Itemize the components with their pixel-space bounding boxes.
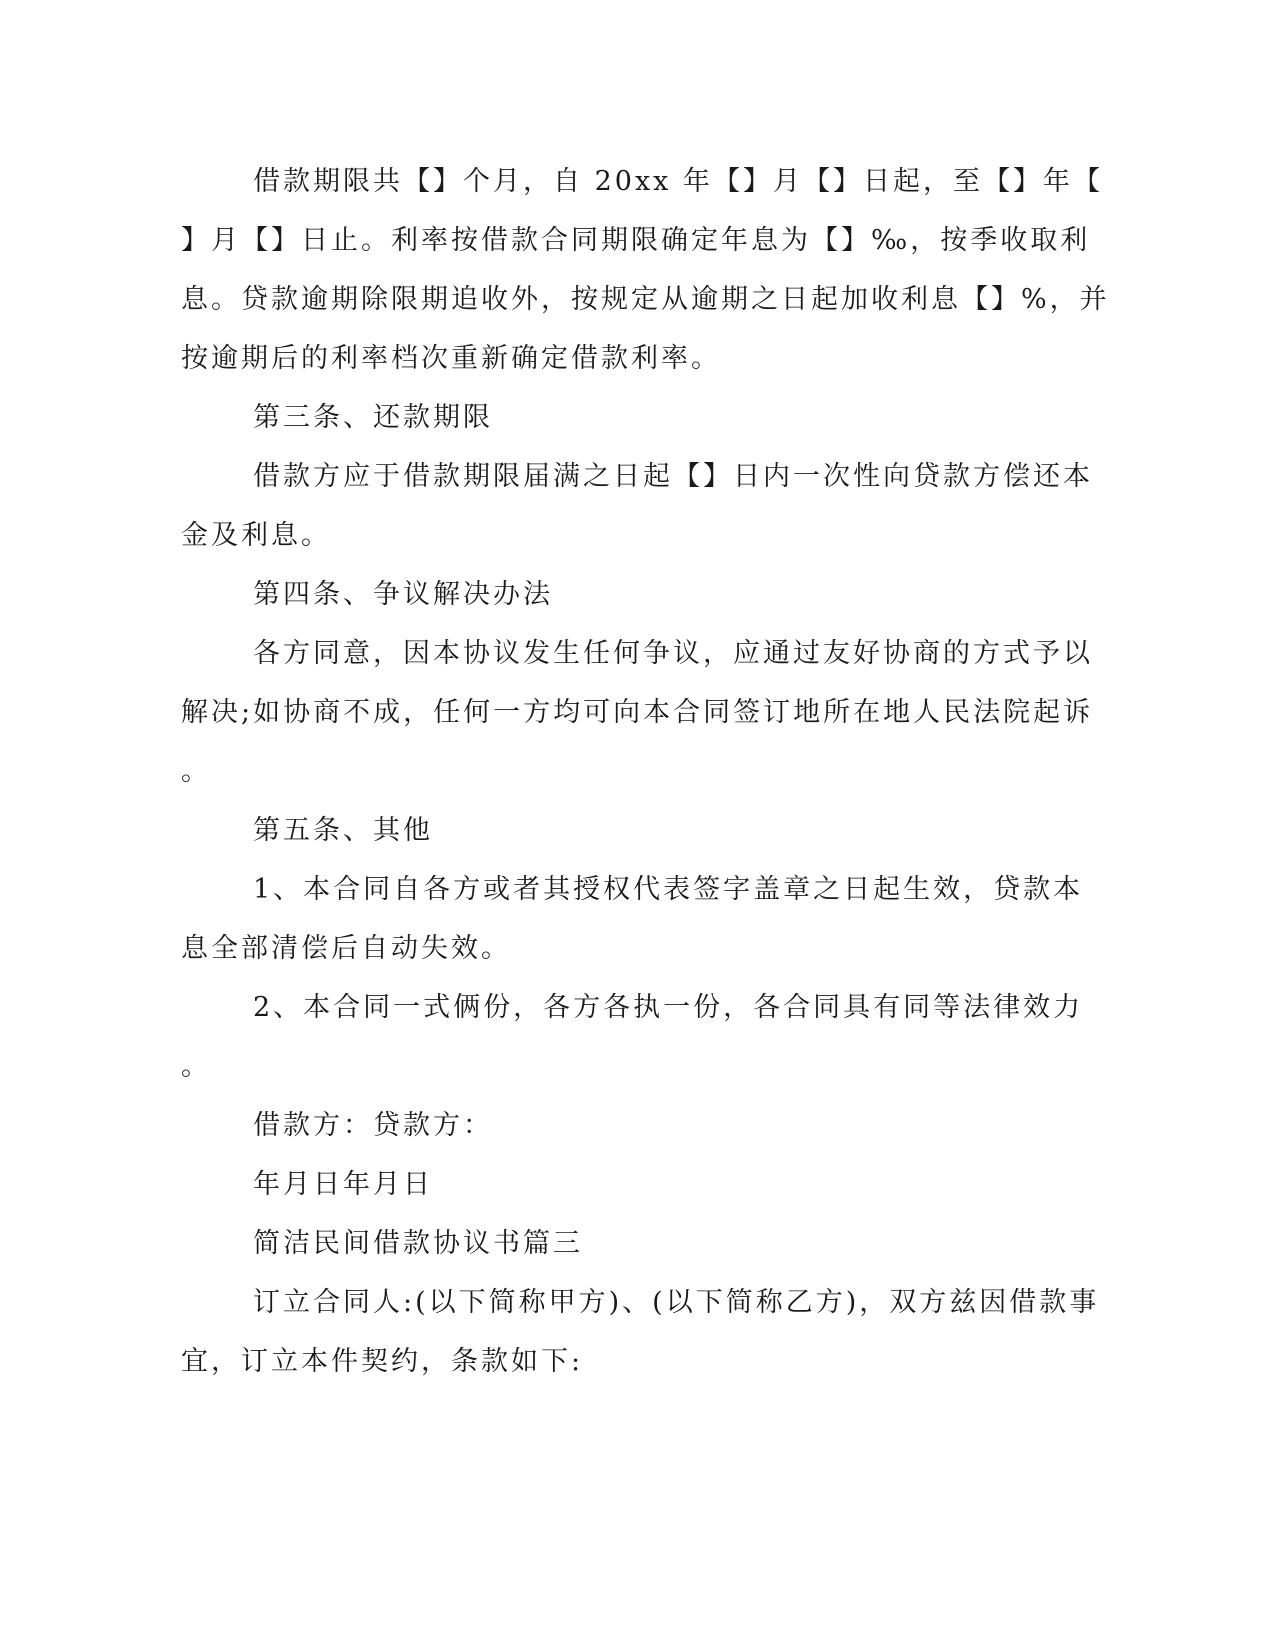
section-heading-3: 第三条、还款期限	[253, 402, 493, 433]
article-title: 简洁民间借款协议书篇三	[253, 1228, 583, 1259]
body-line-11: 。	[181, 756, 211, 787]
clause-1-line-1: 1、本合同自各方或者其授权代表签字盖章之日起生效，贷款本	[253, 874, 1084, 905]
body-line-2: 】月【】日止。利率按借款合同期限确定年息为【】‰，按季收取利	[181, 225, 1091, 256]
body-line-7: 金及利息。	[181, 520, 331, 551]
body-line-20: 订立合同人:(以下简称甲方)、(以下简称乙方)，双方兹因借款事	[253, 1287, 1100, 1318]
body-line-1: 借款期限共【】个月，自 20xx 年【】月【】日起，至【】年【	[253, 166, 1103, 197]
signature-dates: 年月日年月日	[253, 1169, 433, 1200]
clause-1-line-2: 息全部清偿后自动失效。	[181, 933, 511, 964]
body-line-9: 各方同意，因本协议发生任何争议，应通过友好协商的方式予以	[253, 638, 1093, 669]
signature-parties: 借款方：贷款方：	[253, 1110, 493, 1141]
body-line-10: 解决;如协商不成，任何一方均可向本合同签订地所在地人民法院起诉	[181, 697, 1094, 728]
clause-2-line-1: 2、本合同一式俩份，各方各执一份，各合同具有同等法律效力	[253, 992, 1084, 1023]
body-line-3: 息。贷款逾期除限期追收外，按规定从逾期之日起加收利息【】%，并	[181, 284, 1110, 315]
body-line-4: 按逾期后的利率档次重新确定借款利率。	[181, 343, 721, 374]
clause-2-line-2: 。	[181, 1051, 211, 1082]
section-heading-4: 第四条、争议解决办法	[253, 579, 553, 610]
section-heading-5: 第五条、其他	[253, 815, 433, 846]
body-line-21: 宜，订立本件契约，条款如下:	[181, 1346, 584, 1377]
body-line-6: 借款方应于借款期限届满之日起【】日内一次性向贷款方偿还本	[253, 461, 1093, 492]
